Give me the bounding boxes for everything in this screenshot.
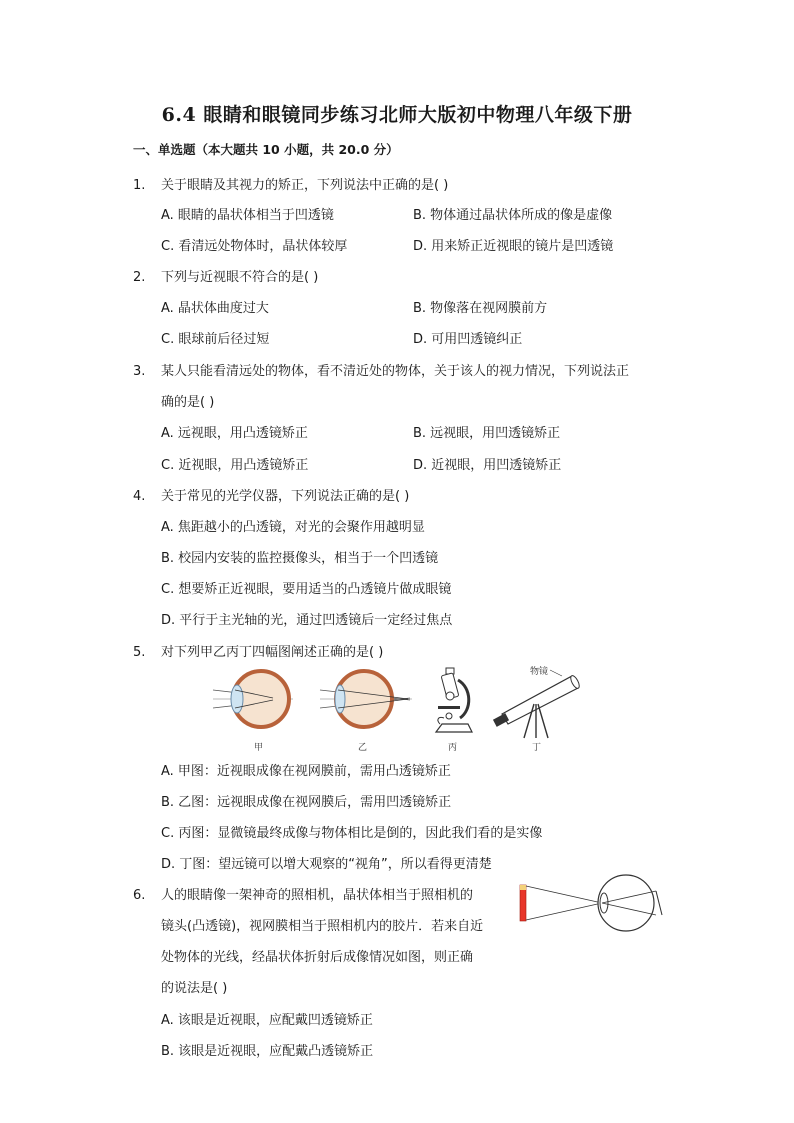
question-stem: 对下列甲乙丙丁四幅图阐述正确的是( )	[161, 645, 384, 660]
eye-diagram-jia	[213, 668, 303, 738]
question-3	[133, 360, 629, 379]
question-number: 3.	[133, 364, 146, 379]
question-stem-line-2: 镜头(凸透镜)，视网膜相当于照相机内的胶片．若来自近	[161, 919, 484, 934]
question-number: 5.	[133, 645, 146, 660]
question-stem: 关于眼睛及其视力的矫正，下列说法中正确的是( )	[161, 178, 449, 193]
question-stem: 关于常见的光学仪器，下列说法正确的是( )	[161, 489, 410, 504]
q4-option-a: A. 焦距越小的凸透镜，对光的会聚作用越明显	[161, 520, 425, 535]
q3-option-d: D. 近视眼，用凹透镜矫正	[413, 458, 562, 473]
telescope-icon	[490, 668, 590, 742]
q2-option-c: C. 眼球前后径过短	[161, 332, 270, 347]
q4-option-d: D. 平行于主光轴的光，通过凹透镜后一定经过焦点	[161, 613, 453, 628]
q3-option-c: C. 近视眼，用凸透镜矫正	[161, 458, 309, 473]
question-2	[133, 266, 318, 285]
figure-caption-objective: 物镜	[530, 667, 549, 677]
q1-option-c: C. 看清远处物体时，晶状体较厚	[161, 239, 348, 254]
question-4	[133, 485, 409, 504]
question-stem: 人的眼睛像一架神奇的照相机，晶状体相当于照相机的	[161, 888, 474, 903]
question-stem-line-3: 处物体的光线，经晶状体折射后成像情况如图，则正确	[161, 950, 474, 965]
q2-option-b: B. 物像落在视网膜前方	[413, 301, 548, 316]
q6-option-b: B. 该眼是近视眼，应配戴凸透镜矫正	[161, 1044, 374, 1059]
figure-label-bing: 丙	[448, 743, 458, 753]
q4-option-c: C. 想要矫正近视眼，要用适当的凸透镜片做成眼镜	[161, 582, 452, 597]
q1-option-a: A. 眼睛的晶状体相当于凹透镜	[161, 208, 334, 223]
q2-option-d: D. 可用凹透镜纠正	[413, 332, 523, 347]
question-6	[133, 884, 473, 903]
question-stem-continued: 确的是( )	[161, 395, 215, 410]
question-5	[133, 641, 383, 660]
question-number: 4.	[133, 489, 146, 504]
figure-label-ding: 丁	[532, 743, 542, 753]
question-number: 1.	[133, 178, 146, 193]
q5-option-d: D. 丁图：望远镜可以增大观察的“视角”，所以看得更清楚	[161, 857, 492, 872]
question-stem: 下列与近视眼不符合的是( )	[161, 270, 319, 285]
q3-option-a: A. 远视眼，用凸透镜矫正	[161, 426, 308, 441]
eye-diagram-yi	[320, 668, 420, 738]
q5-option-b: B. 乙图：远视眼成像在视网膜后，需用凹透镜矫正	[161, 795, 452, 810]
question-number: 6.	[133, 888, 146, 903]
q1-option-d: D. 用来矫正近视眼的镜片是凹透镜	[413, 239, 614, 254]
question-stem-line-4: 的说法是( )	[161, 981, 228, 996]
q5-option-c: C. 丙图：显微镜最终成像与物体相比是倒的，因此我们看的是实像	[161, 826, 543, 841]
q1-option-b: B. 物体通过晶状体所成的像是虚像	[413, 208, 613, 223]
figure-label-jia: 甲	[254, 743, 264, 753]
figure-label-yi: 乙	[358, 743, 368, 753]
q3-option-b: B. 远视眼，用凹透镜矫正	[413, 426, 561, 441]
q5-option-a: A. 甲图：近视眼成像在视网膜前，需用凸透镜矫正	[161, 764, 451, 779]
microscope-icon	[432, 666, 477, 738]
q2-option-a: A. 晶状体曲度过大	[161, 301, 269, 316]
question-stem: 某人只能看清远处的物体，看不清近处的物体，关于该人的视力情况，下列说法正	[161, 364, 630, 379]
page-title: 6.4 眼睛和眼镜同步练习北师大版初中物理八年级下册	[161, 104, 633, 126]
question-number: 2.	[133, 270, 146, 285]
q6-option-a: A. 该眼是近视眼，应配戴凹透镜矫正	[161, 1013, 373, 1028]
q4-option-b: B. 校园内安装的监控摄像头，相当于一个凹透镜	[161, 551, 439, 566]
question-1	[133, 174, 448, 193]
section-heading: 一、单选题（本大题共 10 小题，共 20.0 分）	[133, 142, 399, 157]
eye-ray-diagram	[516, 873, 666, 933]
